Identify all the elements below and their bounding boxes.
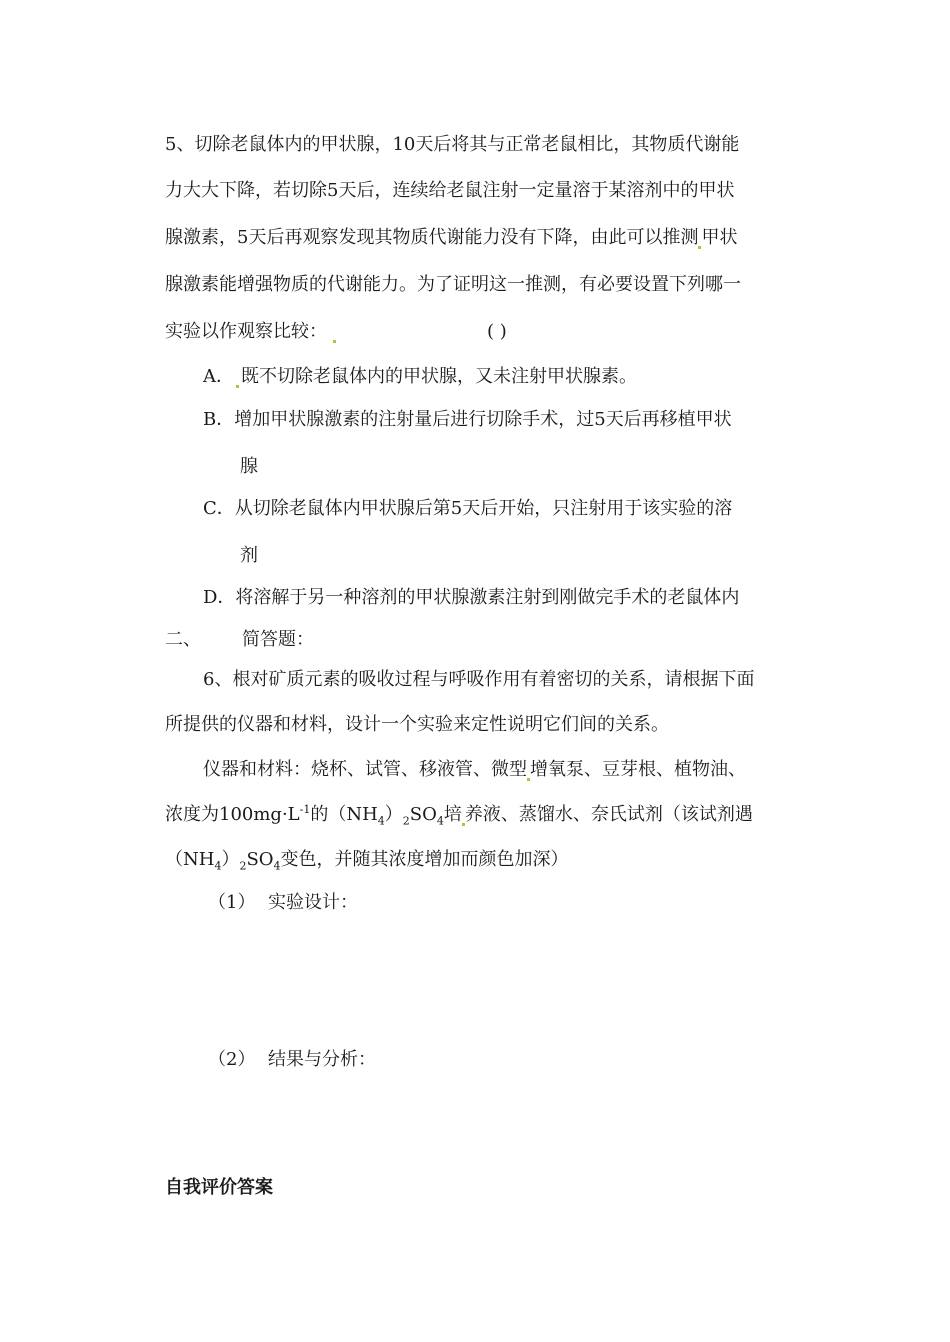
answers-heading: 自我评价答案 [165,1177,273,1198]
part-2-number: （2） [208,1049,256,1070]
note-text: SO [246,849,274,870]
q6-line-1: 6、根对矿质元素的吸收过程与呼吸作用有着密切的关系，请根据下面 [203,669,755,690]
section-2-number: 二、 [165,629,201,650]
q5-line-1: 5、切除老鼠体内的甲状腺，10天后将其与正常老鼠相比，其物质代谢能 [165,134,740,155]
q5-prompt: 实验以作观察比较： [165,321,327,342]
subscript: 2 [239,859,247,873]
superscript: -1 [299,803,311,816]
q5-line-4: 腺激素能增强物质的代谢能力。为了证明这一推测，有必要设置下列哪一 [165,274,741,295]
subscript: 4 [273,859,281,873]
artifact-dot [333,340,336,343]
note-text: （NH [165,849,215,870]
q6-materials [203,758,746,782]
q6-materials-b: 增氧泵、豆芽根、植物油、 [530,759,746,780]
conc-text: 的（NH [310,804,378,825]
q6-reagent-note [165,848,569,872]
option-c-continued: 剂 [240,545,258,566]
conc-text: SO [409,804,437,825]
q5-line-3-text: 腺激素，5天后再观察发现其物质代谢能力没有下降，由此可以推测 [165,227,699,248]
q5-line-5 [165,320,336,344]
option-c[interactable]: C．从切除老鼠体内甲状腺后第5天后开始，只注射用于该实验的溶 [203,498,733,519]
conc-text: ） [384,804,403,825]
option-b[interactable]: B．增加甲状腺激素的注射量后进行切除手术，过5天后再移植甲状 [203,409,732,430]
conc-text: 培 [443,804,462,825]
option-a-label: A． [203,366,234,387]
q6-concentration [165,803,753,827]
q5-line-3 [165,226,737,250]
part-1-number: （1） [208,892,256,913]
option-a[interactable] [203,365,637,389]
option-d[interactable]: D．将溶解于另一种溶剂的甲状腺激素注射到刚做完手术的老鼠体内 [203,587,740,608]
subscript: 4 [214,859,222,873]
q5-line-2: 力大大下降，若切除5天后，连续给老鼠注射一定量溶于某溶剂中的甲状 [165,180,735,201]
section-2-title: 简答题： [242,629,314,650]
subscript: 4 [436,814,444,828]
q6-line-2: 所提供的仪器和材料，设计一个实验来定性说明它们间的关系。 [165,714,669,735]
note-text: ） [221,849,240,870]
option-b-continued: 腺 [240,456,258,477]
part-1-title: 实验设计： [268,892,358,913]
q6-materials-a: 仪器和材料：烧杯、试管、移液管、微型 [203,759,527,780]
subscript: 4 [377,814,385,828]
q5-line-3-end: 甲状 [701,227,738,248]
subscript: 2 [402,814,410,828]
option-a-text: 既不切除老鼠体内的甲状腺，又未注射甲状腺素。 [241,366,637,387]
answer-parentheses: ( ) [487,321,507,342]
artifact-dot [236,385,239,388]
conc-text: 浓度为100mg·L [165,804,300,825]
conc-text: 养液、蒸馏水、奈氏试剂（该试剂遇 [464,804,753,825]
part-2-title: 结果与分析： [268,1049,376,1070]
note-text: 变色，并随其浓度增加而颜色加深） [280,849,569,870]
